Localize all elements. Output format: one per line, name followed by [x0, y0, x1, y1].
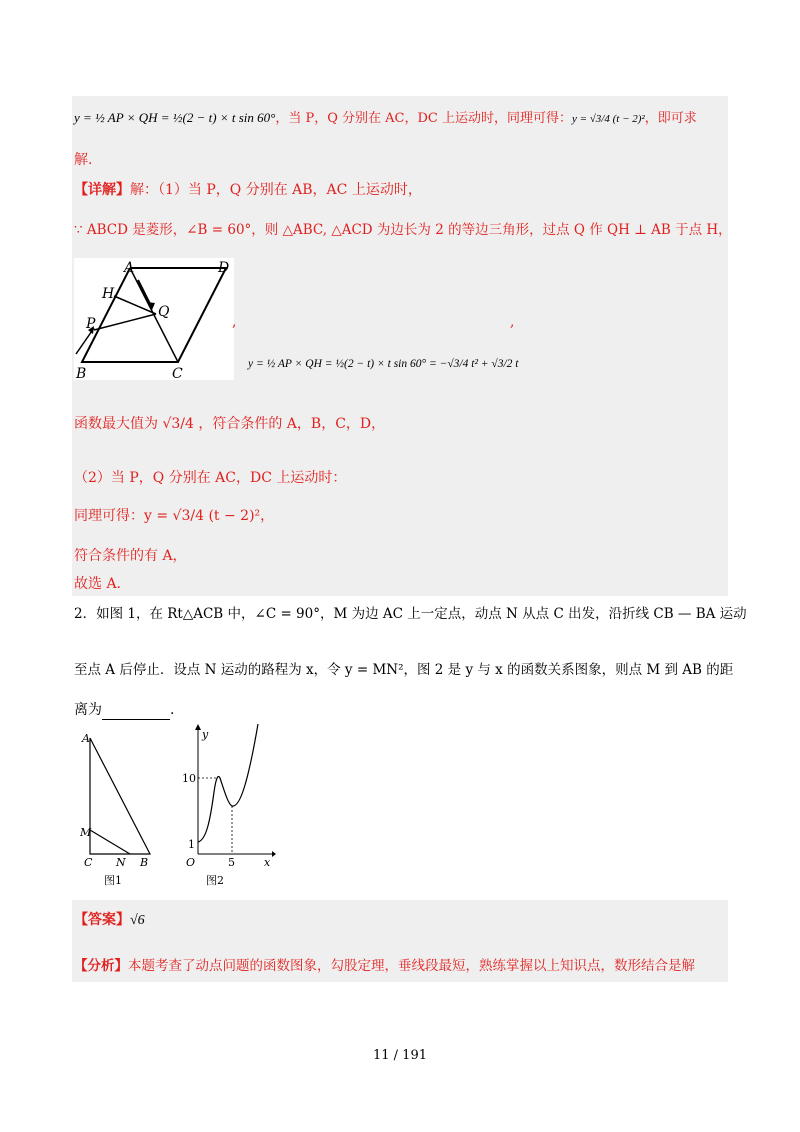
label-P: P: [86, 316, 96, 332]
solution-line-2: 解.: [74, 152, 93, 168]
formula-main: y = ½ AP × QH = ½(2 − t) × t sin 60° = −√3/4 t² + √3/2 t: [248, 358, 519, 370]
fig2-caption: 图2: [206, 874, 224, 887]
rhombus-line: ∵ ABCD 是菱形，∠B = 60°，则 △ABC, △ACD 为边长为 2 的等边三角形，过点 Q 作 QH ⊥ AB 于点 H，: [74, 222, 732, 238]
label-D: D: [218, 260, 230, 276]
question2-line-3: [74, 700, 174, 720]
page-number: 11 / 191: [373, 1048, 427, 1063]
comma-1: ,: [232, 314, 237, 330]
graph-label-x: x: [264, 856, 271, 869]
detail-label: 【详解】: [74, 182, 130, 198]
triangle-svg: [80, 728, 160, 888]
formula-y-same: y = √3/4 (t − 2)²: [571, 113, 645, 125]
figure-2: [176, 722, 276, 888]
graph-svg: [176, 722, 276, 888]
comma-2: ,: [510, 314, 515, 330]
analysis-text: 本题考查了动点问题的函数图象，勾股定理，垂线段最短，熟练掌握以上知识点，数形结合是解: [128, 958, 695, 974]
solution-text-1-tail: ，即可求: [644, 111, 697, 126]
graph-label-O: O: [186, 856, 196, 869]
figure-1: [80, 728, 160, 888]
label-Q: Q: [158, 304, 170, 320]
formula-y-area: y = ½ AP × QH = ½(2 − t) × t sin 60°: [74, 110, 276, 125]
graph-label-y: y: [202, 728, 209, 741]
answer-label: 【答案】: [74, 912, 130, 928]
fig1-caption: 图1: [104, 874, 122, 887]
answer-blank: [102, 705, 170, 720]
tri-label-C: C: [84, 856, 93, 869]
question2-line-1: 2．如图 1，在 Rt△ACB 中，∠C = 90°，M 为边 AC 上一定点，动点 N 从点 C 出发，沿折线 CB — BA 运动: [74, 606, 747, 622]
graph-tick-5: 5: [228, 856, 235, 869]
question2-line-3-text: 离为: [74, 702, 102, 718]
label-A: A: [124, 260, 135, 276]
rhombus-figure: [74, 258, 237, 380]
answer-line: [74, 910, 145, 931]
label-B: B: [76, 366, 87, 380]
tri-label-A: A: [82, 732, 90, 745]
fit-line: 符合条件的有 A，: [74, 548, 187, 564]
solution-text-1: ，当 P，Q 分别在 AC，DC 上运动时，同理可得：: [275, 111, 572, 126]
question2-line-2: 至点 A 后停止．设点 N 运动的路程为 x，令 y = MN²，图 2 是 y 与 x 的函数关系图象，则点 M 到 AB 的距: [74, 662, 734, 678]
label-H: H: [102, 286, 115, 302]
analysis-line: [74, 956, 695, 976]
answer-value: √6: [130, 913, 145, 928]
choose-line: 故选 A.: [74, 576, 122, 592]
graph-tick-10: 10: [182, 772, 196, 785]
detail-line: [74, 180, 422, 200]
graph-tick-1: 1: [188, 838, 195, 851]
solution-line-1: [74, 108, 697, 129]
analysis-label: 【分析】: [74, 958, 128, 974]
same-line: 同理可得：y = √3/4 (t − 2)²，: [74, 508, 275, 524]
max-value-line: 函数最大值为 √3/4 ，符合条件的 A，B，C，D，: [74, 416, 386, 432]
rhombus-svg: [74, 258, 237, 380]
tri-label-N: N: [116, 856, 126, 869]
tri-label-B: B: [140, 856, 149, 869]
label-C: C: [172, 366, 183, 380]
detail-text: 解：（1）当 P，Q 分别在 AB，AC 上运动时，: [130, 182, 422, 198]
part-2-line: （2）当 P，Q 分别在 AC，DC 上运动时：: [74, 470, 347, 486]
tri-label-M: M: [80, 826, 92, 839]
question2-line-3-end: .: [170, 702, 175, 718]
